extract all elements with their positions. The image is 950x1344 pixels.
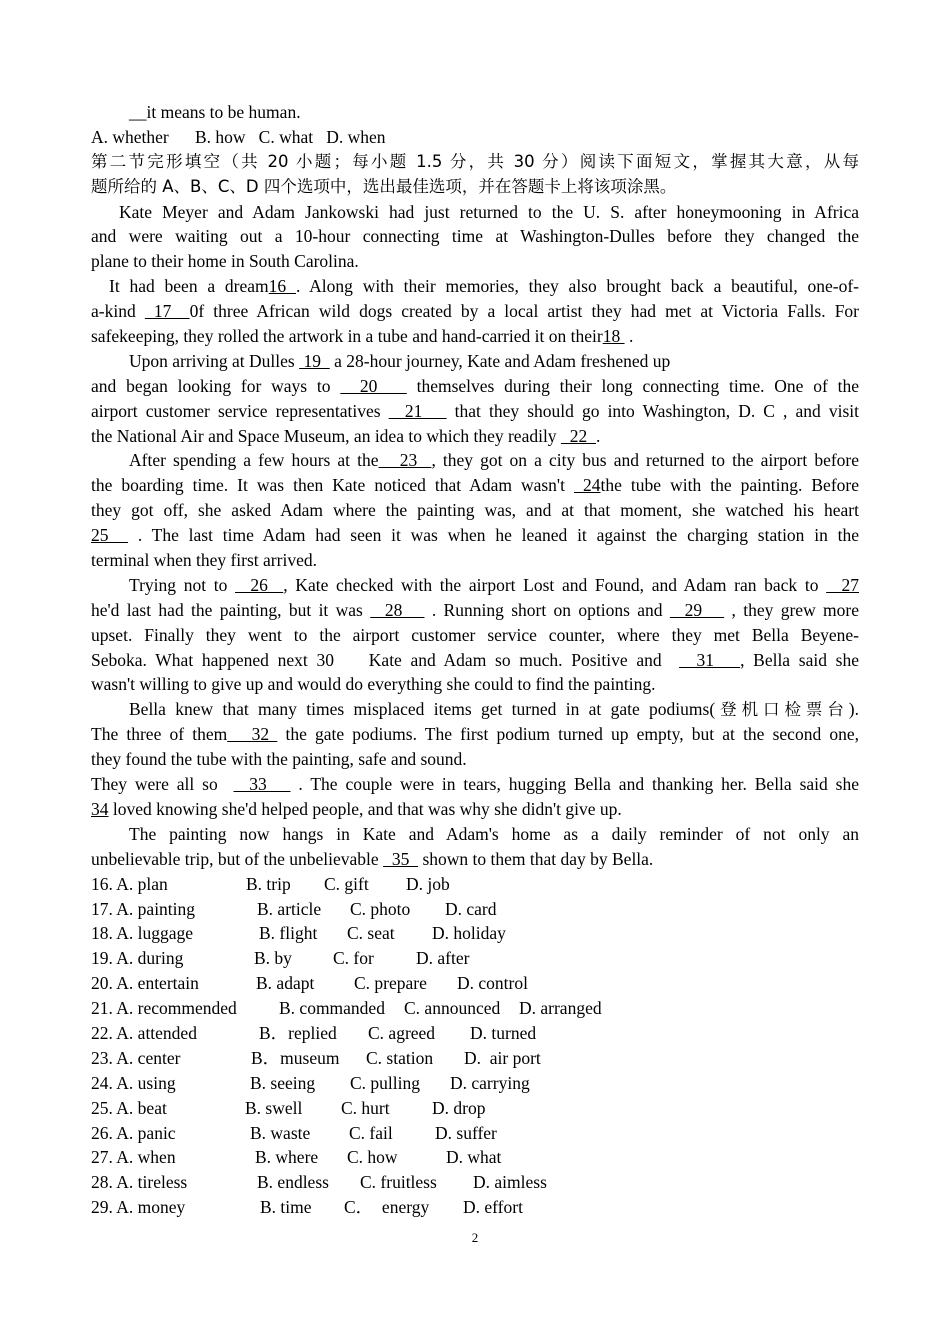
option-a: 28. A. tireless [91, 1172, 188, 1193]
option-c: C. gift [324, 873, 369, 894]
option-a: 20. A. entertain [91, 973, 199, 994]
option-a: 27. A. when [91, 1147, 176, 1168]
option-b: B. commanded [279, 998, 385, 1019]
option-b: B. time [260, 1197, 312, 1218]
option-d: D. air port [464, 1047, 541, 1068]
text-run: themselves during their long connecting time. One of the [406, 375, 859, 396]
text-run: airport customer service representatives [91, 400, 389, 421]
section-heading-line1: 第二节完形填空（共 20 小题；每小题 1.5 分，共 30 分）阅读下面短文，掌握其大意，从每 [91, 151, 859, 171]
option-a: 17. A. painting [91, 898, 196, 919]
blank-27: 27 [826, 574, 859, 595]
passage-p3-line2 [91, 374, 859, 399]
blank-19: 19 [299, 350, 330, 371]
option-row-26 [91, 1121, 859, 1146]
passage-p4-line1 [91, 448, 859, 473]
option-a: 18. A. luggage [91, 923, 194, 944]
text-run: the boarding time. It was then Kate noticed that Adam wasn't [91, 475, 574, 496]
text-run: The three of them [91, 724, 228, 745]
exam-page [91, 100, 859, 1220]
passage-p7-line2 [91, 797, 859, 822]
blank-25: 25 [91, 525, 129, 546]
passage-p4-line3: they got off, she asked Adam where the painting was, and at that moment, she watched his heart [91, 500, 859, 521]
option-c: C. seat [347, 923, 395, 944]
option-a: 16. A. plan [91, 873, 168, 894]
blank-16: 16 [268, 276, 296, 297]
option-row-19 [91, 946, 859, 971]
option-b: B. adapt [256, 973, 315, 994]
text-run: that they should go into Washington, D. C , and visit [446, 400, 859, 421]
text-run: Upon arriving at Dulles [129, 350, 300, 371]
option-b: B．replied [259, 1022, 337, 1043]
option-d: D. control [457, 973, 528, 994]
blank-24: 24 [573, 475, 601, 496]
text-run: . [595, 425, 601, 446]
text-run: . [624, 326, 634, 347]
blank-18: 18 [602, 326, 625, 347]
option-b: B. by [254, 948, 292, 969]
blank-32: 32 [227, 724, 278, 745]
prev-question-options: A. whether B. how C. what D. when [91, 126, 386, 147]
option-row-17 [91, 897, 859, 922]
option-d: D. suffer [435, 1122, 497, 1143]
options-list [91, 872, 859, 1220]
option-d: D. drop [432, 1097, 486, 1118]
text-run: , they grew more [724, 599, 859, 620]
option-row-29 [91, 1195, 859, 1220]
option-a: 22. A. attended [91, 1022, 197, 1043]
passage-p2-line3 [91, 324, 859, 349]
text-run: After spending a few hours at the [129, 450, 379, 471]
blank-33: 33 [233, 774, 291, 795]
option-b: B. trip [246, 873, 291, 894]
option-d: D. holiday [432, 923, 506, 944]
blank-23: 23 [378, 450, 432, 471]
option-row-18 [91, 921, 859, 946]
option-row-25 [91, 1096, 859, 1121]
option-d: D. card [445, 898, 497, 919]
text-run: the tube with the painting. Before [600, 475, 859, 496]
option-c: C. for [333, 948, 374, 969]
blank-29: 29 [669, 599, 725, 620]
passage-p5-line5: wasn't willing to give up and would do everything she could to find the painting. [91, 674, 656, 695]
text-run: . Along with their memories, they also brought back a beautiful, one-of- [295, 276, 859, 297]
text-run: and began looking for ways to [91, 375, 341, 396]
option-a: 25. A. beat [91, 1097, 167, 1118]
option-a: 24. A. using [91, 1072, 176, 1093]
text-run: loved knowing she'd helped people, and that was why she didn't give up. [108, 798, 622, 819]
text-run: Seboka. What happened next 30 Kate and Adam so much. Positive and [91, 649, 680, 670]
blank-17: 17 [144, 301, 190, 322]
passage-p1-line2: and were waiting out a 10-hour connecting time at Washington-Dulles before they changed the [91, 226, 859, 247]
page-number: 2 [471, 1230, 479, 1245]
option-c: C. hurt [341, 1097, 390, 1118]
option-d: D. job [406, 873, 450, 894]
option-c: C. how [347, 1147, 398, 1168]
option-b: B. where [255, 1147, 319, 1168]
blank-26: 26 [235, 574, 284, 595]
passage-p8-line1: The painting now hangs in Kate and Adam's home as a daily reminder of not only an [129, 823, 859, 844]
text-run: 0f three African wild dogs created by a local artist they had met at Victoria Falls. For [189, 301, 859, 322]
passage-p6-line3: they found the tube with the painting, safe and sound. [91, 749, 467, 770]
option-a: 29. A. money [91, 1197, 186, 1218]
blank-28: 28 [370, 599, 425, 620]
option-b: B. seeing [250, 1072, 316, 1093]
passage-p7-line1 [91, 772, 859, 797]
option-c: C． energy [344, 1197, 430, 1218]
option-a: 26. A. panic [91, 1122, 176, 1143]
option-d: D. after [416, 948, 470, 969]
passage-p5-line4 [91, 648, 859, 673]
text-run: . The couple were in tears, hugging Bella and thanking her. Bella said she [290, 774, 859, 795]
blank-35: 35 [383, 848, 419, 869]
text-run: safekeeping, they rolled the artwork in a tube and hand-carried it on their [91, 326, 603, 347]
option-d: D. turned [470, 1022, 537, 1043]
text-run: shown to them that day by Bella. [418, 848, 654, 869]
text-run: the gate podiums. The first podium turned up empty, but at the second one, [277, 724, 859, 745]
option-d: D. effort [463, 1197, 523, 1218]
passage-p3-line3 [91, 399, 859, 424]
option-b: B. waste [250, 1122, 311, 1143]
text-run: . Running short on options and [424, 599, 670, 620]
passage-p3-line4 [91, 424, 859, 449]
passage-p6-line2 [91, 722, 859, 747]
option-row-23 [91, 1046, 859, 1071]
text-run: , Bella said she [740, 649, 859, 670]
blank-20: 20 [340, 375, 407, 396]
text-run: , they got on a city bus and returned to the airport before [431, 450, 859, 471]
text-run: the National Air and Space Museum, an idea to which they readily [91, 425, 561, 446]
text-run: . The last time Adam had seen it was when he leaned it against the charging station in the [128, 525, 859, 546]
option-b: B. flight [259, 923, 318, 944]
passage-p1-line1: Kate Meyer and Adam Jankowski had just returned to the U. S. after honeymooning in Africa [119, 201, 859, 222]
text-run: Bella knew that many times misplaced items get turned in at gate podiums( [129, 699, 716, 720]
option-c: C. announced [404, 998, 501, 1019]
passage-p5-line3: upset. Finally they went to the airport customer service counter, where they met Bella Beyene- [91, 624, 859, 645]
passage-p5-line1 [91, 573, 859, 598]
passage-p4-line2 [91, 473, 859, 498]
passage-p4-line4 [91, 523, 859, 548]
text-run: he'd last had the painting, but it was [91, 599, 371, 620]
option-a: 19. A. during [91, 948, 184, 969]
option-a: 23. A. center [91, 1047, 181, 1068]
option-row-16 [91, 872, 859, 897]
option-b: B．museum [251, 1047, 340, 1068]
text-run-chinese: 登机口检票台 [715, 700, 849, 720]
blank-31: 31 [679, 649, 741, 670]
passage-p6-line1 [91, 697, 859, 722]
blank-21: 21 [388, 400, 447, 421]
text-run: They were all so [91, 774, 234, 795]
option-row-28 [91, 1170, 859, 1195]
option-c: C. pulling [350, 1072, 421, 1093]
passage-p1-line3: plane to their home in South Carolina. [91, 251, 359, 272]
option-c: C. prepare [354, 973, 427, 994]
option-row-27 [91, 1145, 859, 1170]
option-d: D. aimless [473, 1172, 547, 1193]
passage-p4-line5: terminal when they first arrived. [91, 550, 317, 571]
option-d: D. arranged [519, 998, 602, 1019]
passage-p2-line2 [91, 299, 859, 324]
option-d: D. carrying [450, 1072, 530, 1093]
option-row-24 [91, 1071, 859, 1096]
option-b: B. article [257, 898, 322, 919]
option-b: B. endless [257, 1172, 329, 1193]
option-b: B. swell [245, 1097, 303, 1118]
option-c: C. photo [350, 898, 411, 919]
option-c: C. station [366, 1047, 434, 1068]
option-row-21 [91, 996, 859, 1021]
passage-p3-line1 [91, 349, 859, 374]
option-c: C. fail [349, 1122, 393, 1143]
passage-p5-line2 [91, 598, 859, 623]
text-run: It had been a dream [109, 276, 269, 297]
option-c: C. agreed [368, 1022, 436, 1043]
section-heading-line2: 题所给的 A、B、C、D 四个选项中，选出最佳选项，并在答题卡上将该项涂黑。 [91, 176, 677, 196]
passage-p2-line1 [91, 274, 859, 299]
option-row-20 [91, 971, 859, 996]
text-run: , Kate checked with the airport Lost and Found, and Adam ran back to [283, 574, 827, 595]
text-run: a 28-hour journey, Kate and Adam freshened up [329, 350, 671, 371]
text-run: a-kind [91, 301, 145, 322]
text-run: unbelievable trip, but of the unbelievable [91, 848, 384, 869]
blank-22: 22 [560, 425, 596, 446]
passage-p8-line2 [91, 847, 859, 872]
option-row-22 [91, 1021, 859, 1046]
prev-question-line: __it means to be human. [129, 102, 301, 122]
blank-34: 34 [91, 798, 109, 819]
option-a: 21. A. recommended [91, 998, 237, 1019]
text-run: Trying not to [129, 574, 236, 595]
option-c: C. fruitless [360, 1172, 437, 1193]
option-d: D. what [446, 1147, 502, 1168]
text-run: ). [848, 699, 859, 720]
